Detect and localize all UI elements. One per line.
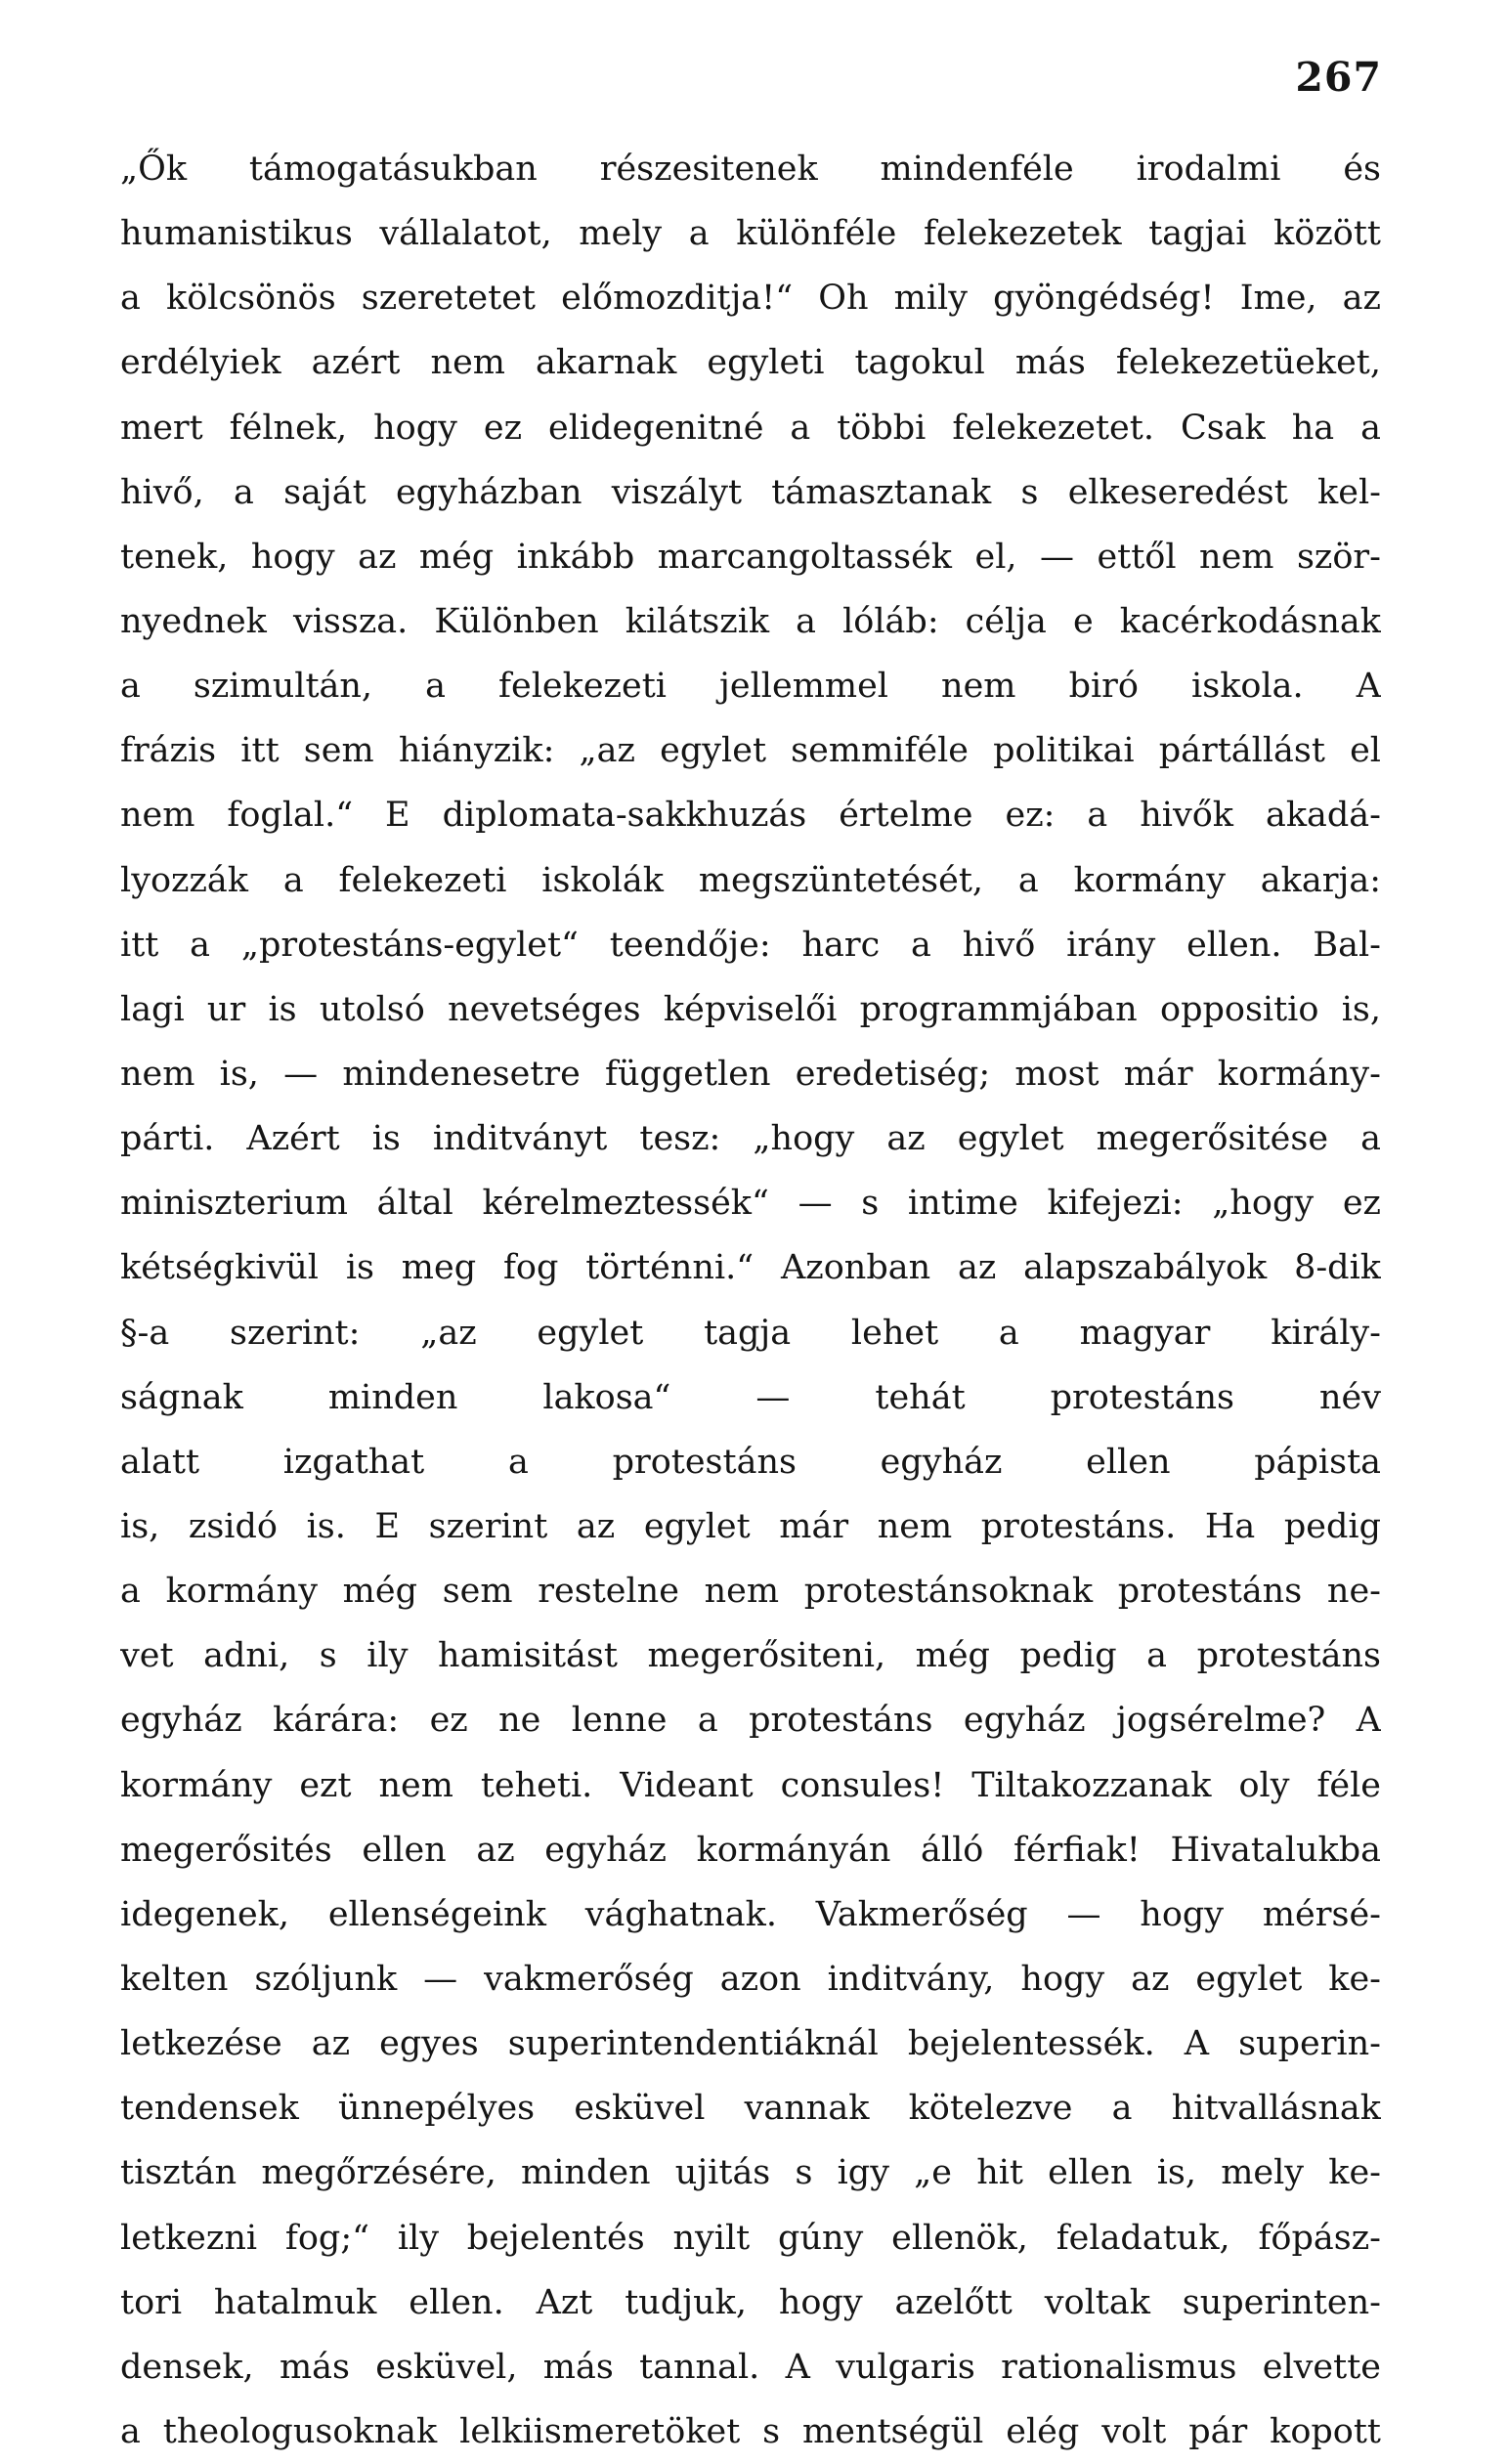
text-line: tendensek ünnepélyes esküvel vannak kötelezve a hitvallásnak [120,2089,1381,2129]
text-line: kormány ezt nem teheti. Videant consules! Tiltakozzanak oly féle [120,1765,1381,1805]
text-line: a kölcsönös szeretetet előmozditja!“ Oh mily gyöngédség! Ime, az [120,279,1381,319]
text-line: nem foglal.“ E diplomata-sakkhuzás értelme ez: a hivők akadá- [120,796,1381,836]
text-line: a szimultán, a felekezeti jellemmel nem biró iskola. A [120,667,1381,707]
text-line: letkezése az egyes superintendentiáknál bejelentessék. A superin- [120,2024,1381,2064]
text-line: egyház kárára: ez ne lenne a protestáns egyház jogsérelme? A [120,1701,1381,1741]
text-line: itt a „protestáns-egylet“ teendője: harc a hivő irány ellen. Bal- [120,925,1381,965]
text-line: lyozzák a felekezeti iskolák megszüntetését, a kormány akarja: [120,860,1381,900]
text-line: tori hatalmuk ellen. Azt tudjuk, hogy azelőtt voltak superinten- [120,2282,1381,2322]
text-line: kétségkivül is meg fog történni.“ Azonban az alapszabályok 8-dik [120,1248,1381,1288]
body-text [120,137,1381,2464]
text-line: mert félnek, hogy ez elidegenitné a többi felekezetet. Csak ha a [120,408,1381,448]
text-line: idegenek, ellenségeink vághatnak. Vakmerőség — hogy mérsé- [120,1894,1381,1934]
text-line: párti. Azért is inditványt tesz: „hogy az egylet megerősitése a [120,1119,1381,1159]
text-line: kelten szóljunk — vakmerőség azon inditvány, hogy az egylet ke- [120,1959,1381,1999]
text-line: frázis itt sem hiányzik: „az egylet semmiféle politikai pártállást el [120,731,1381,771]
text-line: megerősités ellen az egyház kormányán álló férfiak! Hivatalukba [120,1830,1381,1870]
text-line: is, zsidó is. E szerint az egylet már nem protestáns. Ha pedig [120,1506,1381,1546]
text-line: hivő, a saját egyházban viszályt támasztanak s elkeseredést kel- [120,472,1381,512]
text-line: tisztán megőrzésére, minden ujitás s igy „e hit ellen is, mely ke- [120,2153,1381,2193]
text-line: densek, más esküvel, más tannal. A vulgaris rationalismus elvette [120,2347,1381,2387]
text-line: letkezni fog;“ ily bejelentés nyilt gúny ellenök, feladatuk, főpász- [120,2218,1381,2258]
text-line: nem is, — mindenesetre független eredetiség; most már kormány- [120,1054,1381,1094]
text-line: a theologusoknak lelkiismeretöket s mentségül elég volt pár kopott [120,2411,1381,2451]
text-line: miniszterium által kérelmeztessék“ — s intime kifejezi: „hogy ez [120,1184,1381,1224]
text-line: §-a szerint: „az egylet tagja lehet a magyar király- [120,1313,1381,1353]
text-line: alatt izgathat a protestáns egyház ellen pápista [120,1442,1381,1482]
text-line: a kormány még sem restelne nem protestánsoknak protestáns ne- [120,1572,1381,1612]
text-line: tenek, hogy az még inkább marcangoltassék el, — ettől nem ször- [120,537,1381,577]
text-line: erdélyiek azért nem akarnak egyleti tagokul más felekezetüeket, [120,343,1381,383]
text-line: lagi ur is utolsó nevetséges képviselői programmjában oppositio is, [120,989,1381,1029]
text-line: ságnak minden lakosa“ — tehát protestáns név [120,1377,1381,1417]
text-line: „Ők támogatásukban részesitenek mindenféle irodalmi és [120,150,1381,189]
text-line: vet adni, s ily hamisitást megerősiteni, még pedig a protestáns [120,1636,1381,1676]
text-line: nyednek vissza. Különben kilátszik a lóláb: célja e kacérkodásnak [120,601,1381,641]
page-number: 267 [1295,54,1382,101]
text-line: humanistikus vállalatot, mely a különféle felekezetek tagjai között [120,214,1381,254]
